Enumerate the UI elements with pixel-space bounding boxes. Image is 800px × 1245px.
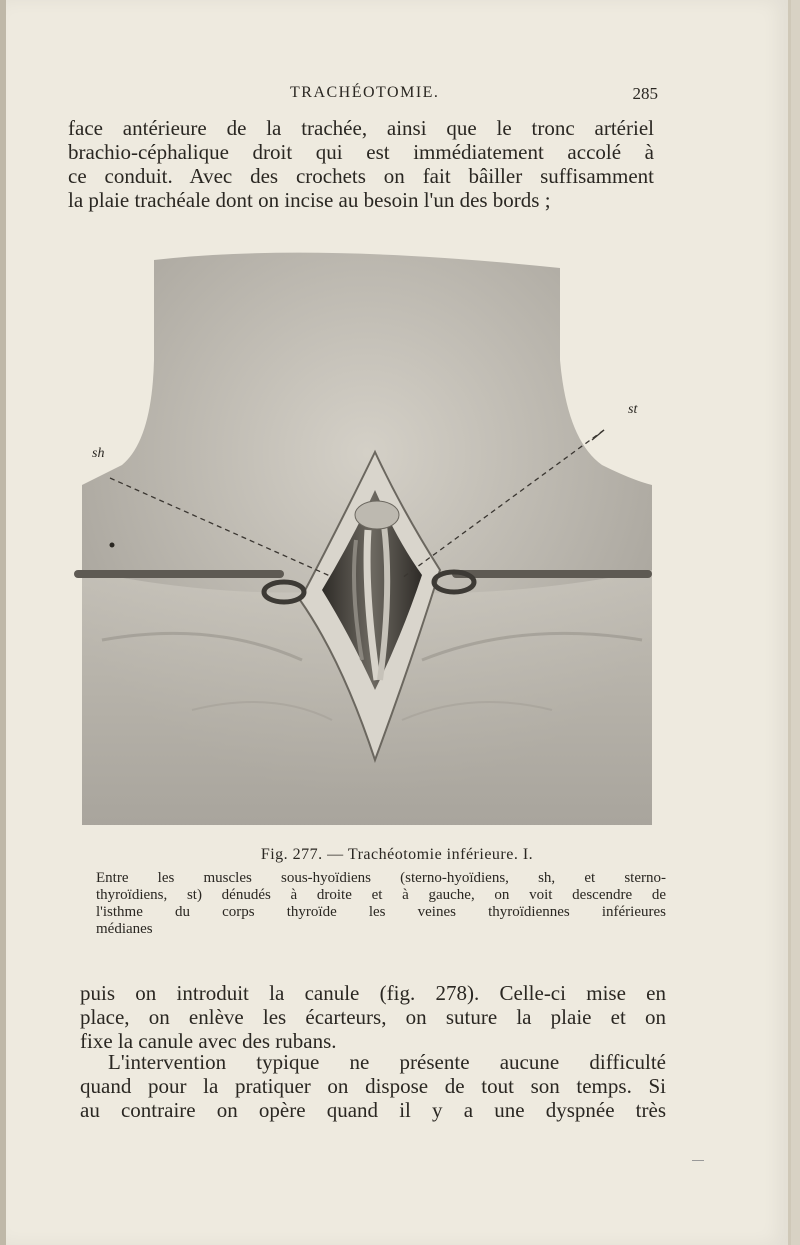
book-page xyxy=(6,0,791,1245)
caption-line: Entre les muscles sous-hyoïdiens (sterno-hyoïdiens, sh, et sterno- xyxy=(96,870,666,886)
figure-caption-body xyxy=(96,870,666,938)
margin-mark xyxy=(692,1160,704,1161)
caption-line: médianes xyxy=(96,921,153,937)
paragraph-1-line: face antérieure de la trachée, ainsi que le tronc artériel xyxy=(68,116,654,140)
anatomical-illustration xyxy=(72,240,654,830)
paragraph-3-line: quand pour la pratiquer on dispose de tout son temps. Si xyxy=(80,1074,666,1098)
paragraph-1-line: ce conduit. Avec des crochets on fait bâiller suffisamment xyxy=(68,164,654,188)
paragraph-1-line: la plaie trachéale dont on incise au besoin l'un des bords ; xyxy=(68,188,551,212)
figure-caption-title: Fig. 277. — Trachéotomie inférieure. I. xyxy=(260,846,534,863)
paragraph-2-line: fixe la canule avec des rubans. xyxy=(80,1029,337,1053)
paragraph-2-line: puis on introduit la canule (fig. 278). Celle-ci mise en xyxy=(80,981,666,1005)
paragraph-2 xyxy=(80,981,666,1053)
paragraph-3-line: au contraire on opère quand il y a une dyspnée très xyxy=(80,1098,666,1122)
running-head xyxy=(66,84,666,106)
caption-line: thyroïdiens, st) dénudés à droite et à gauche, on voit descendre de xyxy=(96,887,666,903)
paragraph-3 xyxy=(80,1050,666,1122)
figure-label-sh: sh xyxy=(92,446,105,461)
paragraph-1 xyxy=(68,116,654,212)
figure-label-st: st xyxy=(628,402,638,417)
paragraph-1-line: brachio-céphalique droit qui est immédiatement accolé à xyxy=(68,140,654,164)
paragraph-3-line: L'intervention typique ne présente aucune difficulté xyxy=(108,1050,666,1074)
running-title: TRACHÉOTOMIE. xyxy=(290,84,440,101)
page-number: 285 xyxy=(632,84,658,103)
paragraph-2-line: place, on enlève les écarteurs, on suture la plaie et on xyxy=(80,1005,666,1029)
caption-line: l'isthme du corps thyroïde les veines thyroïdiennes inférieures xyxy=(96,904,666,920)
